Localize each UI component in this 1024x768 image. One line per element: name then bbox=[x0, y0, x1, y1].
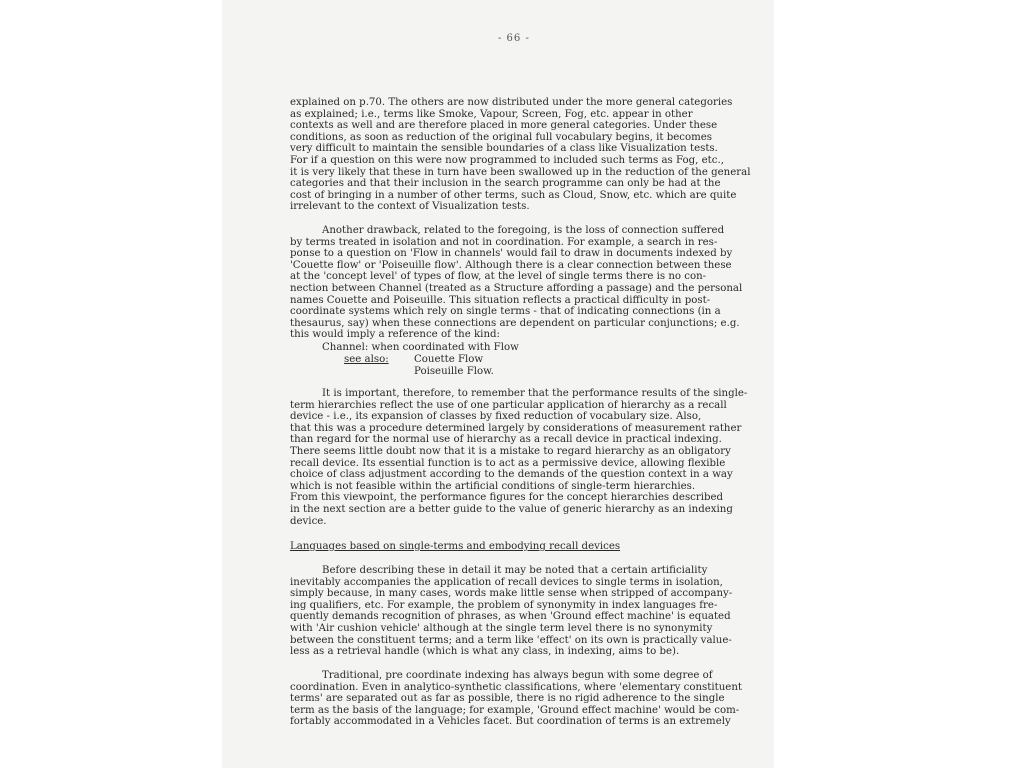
text-line: term as the basis of the language; for example, 'Ground effect machine' would be com- bbox=[290, 704, 740, 716]
text-line: coordination. Even in analytico-synthetic classifications, where 'elementary constituent bbox=[290, 681, 742, 693]
text-line: explained on p.70. The others are now distributed under the more general categories bbox=[290, 97, 733, 108]
text-line: quently demands recognition of phrases, as when 'Ground effect machine' is equated bbox=[290, 611, 731, 623]
page-number: - 66 - bbox=[498, 33, 530, 44]
paragraph-1 bbox=[290, 97, 750, 213]
text-line: as explained; i.e., terms like Smoke, Vapour, Screen, Fog, etc. appear in other bbox=[290, 108, 693, 120]
text-line: recall device. Its essential function is to act as a permissive device, allowing flexible bbox=[290, 457, 726, 469]
see-also-label: see also: bbox=[344, 354, 389, 365]
text-line: nection between Channel (treated as a Structure affording a passage) and the personal bbox=[290, 282, 743, 294]
text-line: conditions, as soon as reduction of the original full vocabulary begins, it becomes bbox=[290, 131, 713, 143]
text-line: cost of bringing in a number of other terms, such as Cloud, Snow, etc. which are quite bbox=[290, 189, 737, 201]
text-line: simply because, in many cases, words make little sense when stripped of accompany- bbox=[290, 588, 733, 600]
text-line: term hierarchies reflect the use of one particular application of hierarchy as a recall bbox=[290, 399, 727, 411]
section-heading: Languages based on single-terms and embodying recall devices bbox=[290, 541, 621, 552]
text-line: ing qualifiers, etc. For example, the problem of synonymity in index languages fre- bbox=[290, 599, 718, 611]
reference-item: Poiseuille Flow. bbox=[414, 366, 494, 377]
text-line: 'Couette flow' or 'Poiseuille flow'. Although there is a clear connection between these bbox=[290, 259, 732, 271]
text-line: at the 'concept level' of types of flow, at the level of single terms there is no con- bbox=[290, 271, 707, 283]
text-line: There seems little doubt now that it is a mistake to regard hierarchy as an obligatory bbox=[290, 445, 731, 457]
text-line: it is very likely that these in turn have been swallowed up in the reduction of the general bbox=[290, 166, 751, 178]
text-line: coordinate systems which rely on single terms - that of indicating connections (in a bbox=[290, 306, 721, 318]
text-line: names Couette and Poiseuille. This situation reflects a practical difficulty in post- bbox=[290, 294, 711, 306]
reference-line: Channel: when coordinated with Flow bbox=[322, 342, 519, 353]
text-line: From this viewpoint, the performance figures for the concept hierarchies described bbox=[290, 492, 724, 504]
text-line: by terms treated in isolation and not in coordination. For example, a search in res- bbox=[290, 236, 718, 248]
paragraph-4 bbox=[290, 565, 750, 658]
text-line: contexts as well and are therefore placed in more general categories. Under these bbox=[290, 120, 718, 132]
text-line: Before describing these in detail it may be noted that a certain artificiality bbox=[322, 565, 708, 576]
text-line: very difficult to maintain the sensible boundaries of a class like Visualization tests. bbox=[290, 143, 718, 155]
text-line: Traditional, pre coordinate indexing has always begun with some degree of bbox=[322, 670, 713, 681]
text-line: which is not feasible within the artificial conditions of single-term hierarchies. bbox=[290, 480, 696, 492]
paragraph-2 bbox=[290, 225, 750, 341]
text-line: ponse to a question on 'Flow in channels' would fail to draw in documents indexed by bbox=[290, 248, 733, 260]
text-line: For if a question on this were now programmed to included such terms as Fog, etc., bbox=[290, 154, 724, 166]
text-line: fortably accommodated in a Vehicles facet. But coordination of terms is an extremely bbox=[290, 716, 731, 728]
reference-item: Couette Flow bbox=[414, 354, 484, 365]
text-line: with 'Air cushion vehicle' although at the single term level there is no synonymity bbox=[290, 622, 713, 634]
text-line: in the next section are a better guide to the value of generic hierarchy as an indexing bbox=[290, 503, 733, 515]
text-line: device. bbox=[290, 515, 327, 527]
text-line: irrelevant to the context of Visualization tests. bbox=[290, 201, 530, 213]
text-line: inevitably accompanies the application of recall devices to single terms in isolation, bbox=[290, 576, 723, 588]
text-line: less as a retrieval handle (which is what any class, in indexing, aims to be). bbox=[290, 646, 680, 658]
text-line: this would imply a reference of the kind: bbox=[290, 329, 500, 341]
paragraph-5 bbox=[290, 670, 750, 728]
text-line: that this was a procedure determined largely by considerations of measurement rather bbox=[290, 422, 742, 434]
text-line: device - i.e., its expansion of classes by fixed reduction of vocabulary size. Also, bbox=[290, 411, 702, 423]
text-line: Another drawback, related to the foregoing, is the loss of connection suffered bbox=[322, 225, 725, 236]
text-line: It is important, therefore, to remember that the performance results of the single- bbox=[322, 388, 748, 399]
text-line: than regard for the normal use of hierarchy as a recall device in practical indexing. bbox=[290, 434, 722, 446]
text-line: choice of class adjustment according to the demands of the question context in a way bbox=[290, 469, 733, 481]
paragraph-3 bbox=[290, 388, 750, 527]
text-line: thesaurus, say) when these connections are dependent on particular conjunctions; e.g. bbox=[290, 317, 740, 329]
text-line: terms' are separated out as far as possible, there is no rigid adherence to the single bbox=[290, 693, 725, 705]
text-line: categories and that their inclusion in the search programme can only be had at the bbox=[290, 178, 721, 190]
text-line: between the constituent terms; and a term like 'effect' on its own is practically value- bbox=[290, 634, 732, 646]
